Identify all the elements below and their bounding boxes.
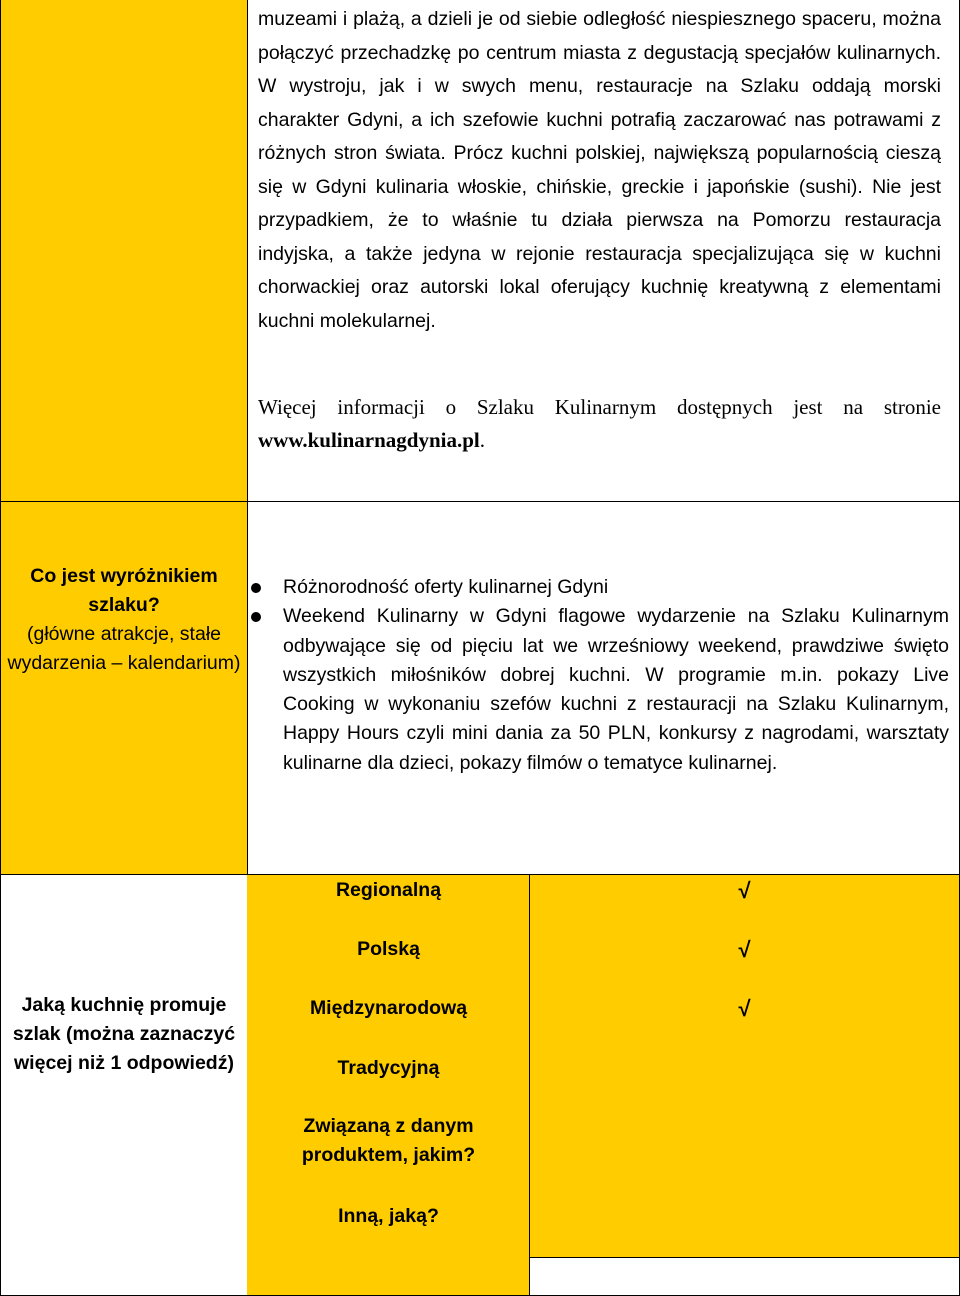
option-regional: Regionalną [335, 879, 442, 901]
check-mark-polish: √ [738, 937, 751, 962]
cuisine-options-cell [247, 874, 530, 1296]
other-answer-field[interactable] [530, 1257, 959, 1295]
intro-content-cell [247, 0, 960, 502]
option-traditional: Tradycyjną [337, 1057, 440, 1079]
cuisine-marks-cell [529, 874, 960, 1296]
list-item [249, 602, 949, 778]
more-info-sentence: Więcej informacji o Szlaku Kulinarnym dostępnych jest na stronie [258, 395, 941, 419]
option-product: Związaną z danym produktem, jakim? [301, 1115, 476, 1166]
intro-paragraph: muzeami i plażą, a dzieli je od siebie odległość niespiesznego spaceru, można połączyć przechadzkę po centrum miasta z degustacją specjałów kulinarnych. W wystroju, jak i w swych menu, restauracje na Szlaku oddają morski charakter Gdyni, a ich szefowie kuchni potrafią zaczarować nas potrawami z różnych stron świata. Prócz kuchni polskiej, największą popularnością cieszą się w Gdyni kulinaria włoskie, chińskie, greckie i japońskie (sushi). Nie jest przypadkiem, że to właśnie tu działa pierwsza na Pomorzu restauracja indyjska, a także jedyna w rejonie restauracja specjalizująca się w kuchni chorwackiej oraz autorski lokal oferujący kuchnię kreatywną z elementami kuchni molekularnej. [258, 8, 941, 332]
highlight-text: Weekend Kulinarny w Gdyni flagowe wydarzenie na Szlaku Kulinarnym odbywające się od pięciu lat we wrześniowy weekend, prawdziwe święto wszystkich miłośników dobrej kuchni. W programie m.in. pokazy Live Cooking w wykonaniu szefów kuchni z restauracji na Szlaku Kulinarnym, Happy Hours czyli mini dania za 50 PLN, konkursy z nagrodami, warsztaty kulinarne dla dzieci, pokazy filmów o tematyce kulinarnej. [283, 605, 949, 774]
highlights-label [7, 562, 241, 678]
more-info-text [258, 391, 941, 457]
bullet-icon [251, 612, 261, 622]
cuisine-label-cell [0, 874, 248, 1296]
highlights-label-cell [0, 501, 248, 875]
check-mark-international: √ [738, 996, 751, 1021]
option-polish: Polską [357, 938, 420, 960]
option-other: Inną, jaką? [338, 1205, 439, 1227]
highlights-label-question: Co jest wyróżnikiem szlaku? [30, 565, 218, 616]
option-international: Międzynarodową [309, 997, 468, 1019]
cuisine-label: Jaką kuchnię promuje szlak (można zaznaczyć więcej niż 1 odpowiedź) [12, 994, 236, 1074]
website-link[interactable]: www.kulinarnagdynia.pl [258, 428, 480, 452]
highlights-list [249, 573, 949, 778]
bullet-icon [251, 583, 261, 593]
highlights-content-cell [247, 501, 960, 875]
website-suffix: . [479, 428, 486, 452]
highlight-text: Różnorodność oferty kulinarnej Gdyni [283, 576, 609, 598]
intro-label-cell [0, 0, 248, 502]
check-mark-regional: √ [738, 878, 751, 903]
highlights-label-detail: (główne atrakcje, stałe wydarzenia – kalendarium) [7, 623, 241, 674]
list-item [249, 573, 949, 602]
